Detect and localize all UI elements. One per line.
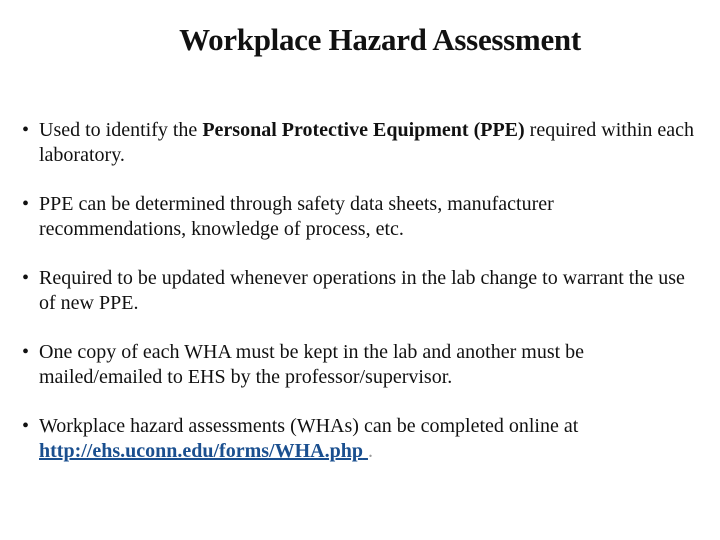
bullet-ppe-purpose (22, 118, 702, 168)
page-title: Workplace Hazard Assessment (179, 22, 581, 57)
bullet-icon: • (22, 341, 30, 363)
bullet-icon: • (22, 267, 30, 289)
bullet-text: PPE can be determined through safety data sheets, manufacturer recommendations, knowledge of process, etc. (39, 193, 554, 240)
bullet-text: One copy of each WHA must be kept in the lab and another must be mailed/emailed to EHS by the professor/supervisor. (39, 341, 585, 388)
bullet-text: Required to be updated whenever operations in the lab change to warrant the use of new PPE. (39, 267, 685, 314)
link-trailing-period: . (367, 440, 373, 462)
bullet-copy-requirement (22, 340, 702, 390)
bullet-list (22, 118, 702, 488)
bullet-icon: • (22, 193, 30, 215)
wha-form-link[interactable]: http://ehs.uconn.edu/forms/WHA.php (39, 440, 363, 462)
bullet-text: Workplace hazard assessments (WHAs) can be completed online at (39, 415, 579, 437)
bullet-icon: • (22, 415, 30, 437)
bullet-update-requirement (22, 266, 702, 316)
bullet-online-completion (22, 414, 702, 464)
bullet-text-bold: Personal Protective Equipment (PPE) (202, 119, 525, 141)
bullet-ppe-sources (22, 192, 702, 242)
bullet-text-pre: Used to identify the (39, 119, 203, 141)
bullet-icon: • (22, 119, 30, 141)
bullet-text-post: required within each laboratory. (39, 119, 695, 166)
